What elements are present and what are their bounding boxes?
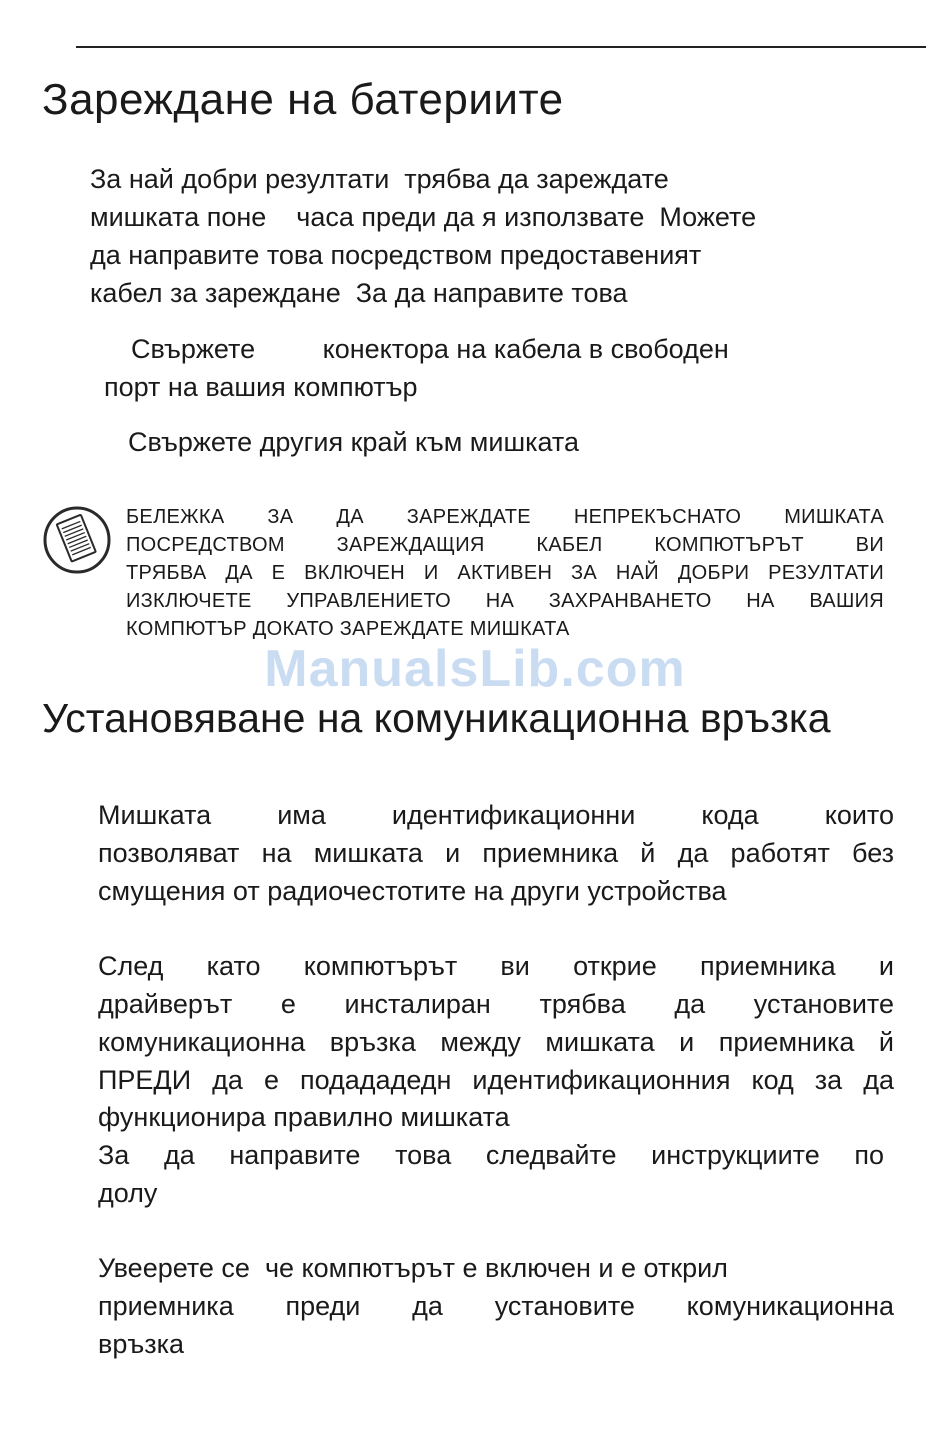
note-line-5: КОМПЮТЪР ДОКАТО ЗАРЕЖДАТЕ МИШКАТА [126, 618, 570, 640]
para2-line-2: драйверът е инсталиран трябва да установите [98, 989, 894, 1019]
step1-line-1: Свържете конектора на кабела в свободен [131, 334, 729, 364]
intro-line-4: кабел за зареждане За да направите това [90, 278, 628, 308]
para1-line-2: позволяват на мишката и приемника й да работят без [98, 838, 894, 868]
note-line-1: БЕЛЕЖКА ЗА ДА ЗАРЕЖДАТЕ НЕПРЕКЪСНАТО МИШКАТА [126, 506, 884, 528]
note-line-2: ПОСРЕДСТВОМ ЗАРЕЖДАЩИЯ КАБЕЛ КОМПЮТЪРЪТ ВИ [126, 534, 884, 556]
step1-line-2: порт на вашия компютър [104, 372, 418, 402]
para2-line-4: ПРЕДИ да е подададедн идентификационния код за да [98, 1065, 894, 1095]
para4-line-3: връзка [98, 1329, 185, 1359]
intro-line-2: мишката поне часа преди да я използвате Можете [90, 202, 757, 232]
para2-line-3: комуникационна връзка между мишката и приемника й [98, 1027, 894, 1057]
intro-line-3: да направите това посредством предоставеният [90, 240, 702, 270]
section-title-communication: Установяване на комуникационна връзка [42, 695, 831, 741]
top-rule [76, 46, 926, 48]
para1-line-1: Мишката има идентификационни кода които [98, 800, 894, 830]
note-line-3: ТРЯБВА ДА Е ВКЛЮЧЕН И АКТИВЕН ЗА НАЙ ДОБРИ РЕЗУЛТАТИ [126, 562, 884, 584]
note-line-4: ИЗКЛЮЧЕТЕ УПРАВЛЕНИЕТО НА ЗАХРАНВАНЕТО НА ВАШИЯ [126, 590, 884, 612]
watermark: ManualsLib.com [264, 640, 686, 698]
intro-line-1: За най добри резултати трябва да зареждате [90, 164, 669, 194]
step2-line: Свържете другия край към мишката [128, 427, 580, 457]
note-pad-icon [42, 505, 112, 575]
para3-line-2: долу [98, 1178, 158, 1208]
section-title-charging: Зареждане на батериите [42, 75, 564, 124]
para2-line-1: След като компютърът ви открие приемника и [98, 951, 894, 981]
para4-line-2: приемника преди да установите комуникационна [98, 1291, 894, 1321]
para2-line-5: функционира правилно мишката [98, 1102, 510, 1132]
para4-line-1: Увеерете се че компютърът е включен и е открил [98, 1253, 728, 1283]
para3-line-1: За да направите това следвайте инструкциите по [98, 1140, 884, 1170]
para1-line-3: смущения от радиочестотите на други устройства [98, 876, 727, 906]
